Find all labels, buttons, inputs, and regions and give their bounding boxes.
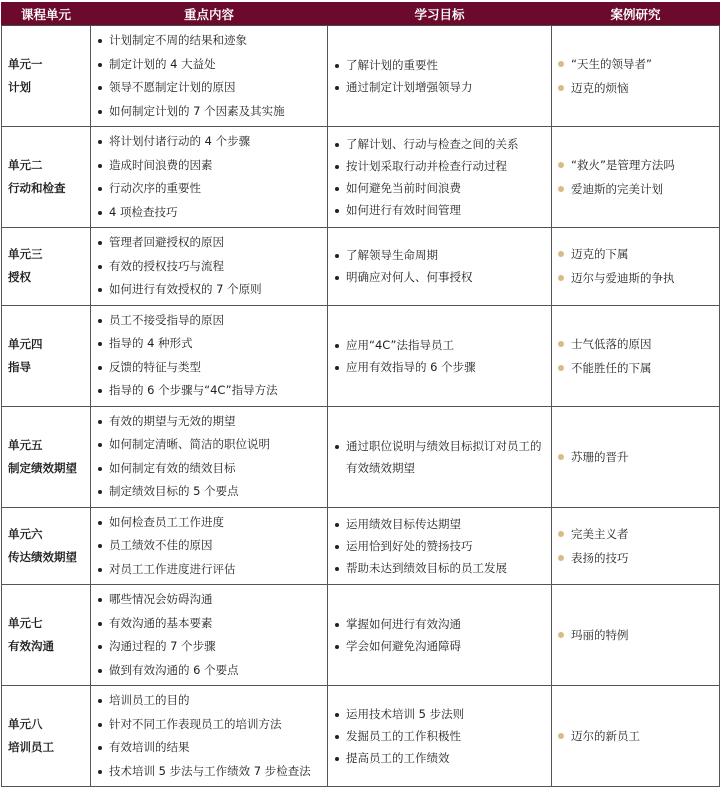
content-item	[97, 713, 327, 737]
unit-cell	[2, 406, 91, 507]
header-goal: 学习目标	[328, 3, 552, 26]
bullet-icon	[98, 319, 102, 323]
goal-cell	[328, 228, 552, 306]
table-row	[2, 507, 720, 585]
goal-cell-list	[328, 510, 551, 582]
bullet-icon	[98, 110, 102, 114]
goal-item	[334, 266, 551, 288]
case-bullet-icon	[558, 454, 564, 460]
content-item	[97, 410, 327, 434]
content-cell	[91, 127, 328, 228]
unit-title: 传达绩效期望	[8, 549, 77, 564]
goal-cell-list	[328, 700, 551, 772]
content-item-text: 哪些情况会妨碍沟通	[109, 592, 213, 606]
content-item	[97, 558, 327, 582]
unit-cell	[2, 585, 91, 686]
case-bullet-icon	[558, 531, 564, 537]
goal-cell	[328, 26, 552, 127]
unit-number: 单元一	[8, 57, 43, 71]
bullet-icon	[98, 86, 102, 90]
case-item	[556, 724, 719, 748]
content-cell-list	[91, 26, 327, 126]
case-bullet-icon	[558, 162, 564, 168]
goal-cell-list	[328, 241, 551, 291]
case-item	[556, 242, 719, 266]
case-item	[556, 153, 719, 177]
content-cell-list	[91, 407, 327, 507]
case-cell	[552, 406, 720, 507]
case-item	[556, 623, 719, 647]
content-item	[97, 130, 327, 154]
case-cell-list	[552, 239, 719, 293]
goal-item	[334, 76, 551, 98]
content-cell-list	[91, 306, 327, 406]
case-bullet-icon	[558, 251, 564, 257]
goal-item-text: 学会如何避免沟通障碍	[346, 639, 461, 653]
goal-item	[334, 244, 551, 266]
unit-title: 行动和检查	[8, 181, 66, 195]
table-row	[2, 406, 720, 507]
goal-item	[334, 199, 551, 221]
goal-item	[334, 747, 551, 769]
goal-item-text: 了解领导生命周期	[346, 248, 438, 263]
case-item-text: 迈克的下属	[571, 247, 629, 262]
goal-item-text: 了解计划、行动与检查之间的关系	[346, 137, 519, 151]
table-row	[2, 305, 720, 406]
table-body	[2, 26, 720, 787]
bullet-icon	[98, 622, 102, 626]
goal-item-text: 通过职位说明与绩效目标拟订对员工的有效绩效期望	[346, 438, 542, 475]
goal-cell-list	[328, 432, 551, 482]
unit-number: 单元四	[8, 336, 43, 351]
unit-cell	[2, 26, 91, 127]
goal-item	[334, 155, 551, 177]
content-cell	[91, 507, 328, 585]
unit-cell	[2, 228, 91, 306]
bullet-icon	[335, 64, 339, 68]
course-table	[1, 2, 720, 787]
case-item-text: 苏珊的晋升	[571, 449, 629, 464]
bullet-icon	[98, 490, 102, 494]
case-bullet-icon	[558, 85, 564, 91]
content-item	[97, 588, 327, 612]
case-cell	[552, 686, 720, 787]
case-bullet-icon	[558, 733, 564, 739]
case-item	[556, 356, 719, 380]
case-item-text: 迈尔与爱迪斯的争执	[571, 271, 675, 286]
case-cell	[552, 507, 720, 585]
bullet-icon	[335, 86, 339, 90]
goal-item-text: 应用有效指导的 6 个步骤	[346, 359, 476, 374]
content-item	[97, 76, 327, 100]
content-cell	[91, 406, 328, 507]
case-cell	[552, 585, 720, 686]
content-cell-list	[91, 228, 327, 305]
case-item-text: 迈克的烦恼	[571, 81, 629, 95]
content-item-text: 制定绩效目标的 5 个要点	[109, 484, 239, 498]
content-item-text: 如何制定计划的 7 个因素及其实施	[109, 103, 285, 118]
case-bullet-icon	[558, 275, 564, 281]
case-item-text: “天生的领导者”	[571, 57, 652, 71]
content-item	[97, 635, 327, 659]
goal-item-text: 按计划采取行动并检查行动过程	[346, 159, 507, 173]
goal-cell-list	[328, 331, 551, 381]
goal-item	[334, 334, 551, 356]
content-item	[97, 457, 327, 481]
case-item	[556, 76, 719, 100]
bullet-icon	[335, 567, 339, 571]
case-item	[556, 266, 719, 290]
content-item	[97, 659, 327, 683]
unit-title: 指导	[8, 359, 31, 374]
case-item	[556, 445, 719, 469]
content-cell	[91, 585, 328, 686]
bullet-icon	[98, 389, 102, 393]
content-item-text: 针对不同工作表现员工的培训方法	[109, 716, 282, 731]
content-item-text: 计划制定不周的结果和迹象	[109, 33, 247, 47]
content-item	[97, 534, 327, 558]
goal-item-text: 如何避免当前时间浪费	[346, 181, 461, 195]
bullet-icon	[98, 366, 102, 370]
case-cell-list	[552, 49, 719, 103]
content-item-text: 管理者回避授权的原因	[109, 235, 224, 249]
unit-number: 单元八	[8, 717, 43, 731]
content-item-text: 员工不接受指导的原因	[109, 312, 224, 327]
goal-cell-list	[328, 610, 551, 660]
unit-number: 单元二	[8, 158, 43, 172]
goal-item-text: 了解计划的重要性	[346, 58, 438, 72]
bullet-icon	[335, 254, 339, 258]
bullet-icon	[335, 209, 339, 213]
content-item-text: 有效的期望与无效的期望	[109, 413, 236, 428]
bullet-icon	[335, 165, 339, 169]
content-item-text: 如何进行有效授权的 7 个原则	[109, 282, 262, 296]
goal-item	[334, 133, 551, 155]
bullet-icon	[98, 342, 102, 346]
content-item-text: 4 项检查技巧	[109, 204, 178, 219]
goal-cell	[328, 686, 552, 787]
bullet-icon	[98, 467, 102, 471]
table-row	[2, 26, 720, 127]
goal-item-text: 应用“4C”法指导员工	[346, 337, 454, 352]
content-item	[97, 177, 327, 201]
header-case: 案例研究	[552, 3, 720, 26]
goal-cell	[328, 406, 552, 507]
content-item	[97, 332, 327, 356]
goal-cell	[328, 127, 552, 228]
content-item-text: 有效沟通的基本要素	[109, 615, 213, 630]
content-item-text: 将计划付诸行动的 4 个步骤	[109, 134, 251, 148]
case-bullet-icon	[558, 555, 564, 561]
unit-cell	[2, 305, 91, 406]
case-cell	[552, 26, 720, 127]
table-row	[2, 686, 720, 787]
case-item-text: “救火”是管理方法吗	[571, 158, 675, 172]
bullet-icon	[98, 211, 102, 215]
content-item	[97, 231, 327, 255]
content-item-text: 做到有效沟通的 6 个要点	[109, 662, 239, 677]
content-item-text: 反馈的特征与类型	[109, 359, 201, 374]
case-bullet-icon	[558, 341, 564, 347]
content-item	[97, 689, 327, 713]
content-item	[97, 309, 327, 333]
content-cell-list	[91, 585, 327, 685]
case-item-text: 完美主义者	[571, 526, 629, 541]
unit-number: 单元五	[8, 437, 43, 452]
bullet-icon	[335, 523, 339, 527]
content-item-text: 技术培训 5 步法与工作绩效 7 步检查法	[109, 763, 311, 778]
case-bullet-icon	[558, 365, 564, 371]
bullet-icon	[98, 544, 102, 548]
case-cell-list	[552, 620, 719, 650]
goal-item	[334, 613, 551, 635]
bullet-icon	[98, 187, 102, 191]
content-cell	[91, 26, 328, 127]
bullet-icon	[335, 366, 339, 370]
content-item	[97, 201, 327, 225]
bullet-icon	[98, 699, 102, 703]
case-item-text: 表扬的技巧	[571, 550, 629, 565]
goal-item-text: 提高员工的工作绩效	[346, 751, 450, 765]
bullet-icon	[98, 770, 102, 774]
bullet-icon	[335, 445, 339, 449]
goal-item	[334, 725, 551, 747]
content-item	[97, 511, 327, 535]
bullet-icon	[335, 276, 339, 280]
bullet-icon	[98, 241, 102, 245]
content-item-text: 员工绩效不佳的原因	[109, 538, 213, 552]
goal-item-text: 运用技术培训 5 步法则	[346, 707, 465, 721]
bullet-icon	[98, 669, 102, 673]
goal-item	[334, 177, 551, 199]
case-cell	[552, 127, 720, 228]
content-item-text: 指导的 4 种形式	[109, 336, 193, 350]
content-item-text: 领导不愿制定计划的原因	[109, 80, 236, 94]
bullet-icon	[335, 187, 339, 191]
unit-title: 计划	[8, 80, 31, 94]
bullet-icon	[98, 723, 102, 727]
content-item	[97, 29, 327, 53]
content-item	[97, 278, 327, 302]
case-cell-list	[552, 519, 719, 573]
content-item-text: 有效的授权技巧与流程	[109, 258, 224, 273]
goal-cell	[328, 305, 552, 406]
content-cell	[91, 228, 328, 306]
case-bullet-icon	[558, 186, 564, 192]
header-content: 重点内容	[91, 3, 328, 26]
goal-item	[334, 54, 551, 76]
content-item	[97, 480, 327, 504]
goal-cell	[328, 507, 552, 585]
bullet-icon	[98, 140, 102, 144]
case-item-text: 迈尔的新员工	[571, 729, 640, 743]
goal-item-text: 明确应对何人、何事授权	[346, 270, 473, 285]
goal-item-text: 如何进行有效时间管理	[346, 203, 461, 217]
goal-item	[334, 703, 551, 725]
unit-cell	[2, 507, 91, 585]
goal-item-text: 运用恰到好处的赞扬技巧	[346, 538, 473, 553]
goal-item-text: 发掘员工的工作积极性	[346, 729, 461, 743]
case-cell-list	[552, 442, 719, 472]
content-item-text: 有效培训的结果	[109, 740, 190, 754]
bullet-icon	[98, 164, 102, 168]
bullet-icon	[98, 645, 102, 649]
table-row	[2, 585, 720, 686]
bullet-icon	[98, 265, 102, 269]
case-cell	[552, 228, 720, 306]
case-item-text: 不能胜任的下属	[571, 360, 652, 375]
content-item	[97, 379, 327, 403]
case-cell-list	[552, 721, 719, 751]
content-cell-list	[91, 127, 327, 227]
goal-item	[334, 557, 551, 579]
bullet-icon	[98, 420, 102, 424]
header-unit: 课程单元	[2, 3, 91, 26]
unit-title: 制定绩效期望	[8, 460, 77, 475]
content-item-text: 制定计划的 4 大益处	[109, 56, 216, 71]
content-cell	[91, 305, 328, 406]
content-cell-list	[91, 508, 327, 585]
bullet-icon	[335, 713, 339, 717]
content-cell-list	[91, 686, 327, 786]
goal-item	[334, 635, 551, 657]
case-item-text: 士气低落的原因	[571, 336, 652, 351]
content-item	[97, 433, 327, 457]
content-item	[97, 356, 327, 380]
bullet-icon	[335, 645, 339, 649]
unit-number: 单元三	[8, 247, 43, 262]
content-item-text: 沟通过程的 7 个步骤	[109, 639, 216, 653]
bullet-icon	[98, 746, 102, 750]
content-item	[97, 255, 327, 279]
case-item-text: 玛丽的特例	[571, 628, 629, 642]
goal-item	[334, 435, 551, 479]
table-row	[2, 228, 720, 306]
case-item	[556, 177, 719, 201]
bullet-icon	[335, 545, 339, 549]
goal-item-text: 帮助未达到绩效目标的员工发展	[346, 560, 507, 575]
content-item	[97, 736, 327, 760]
unit-number: 单元七	[8, 616, 43, 630]
goal-item-text: 掌握如何进行有效沟通	[346, 617, 461, 631]
bullet-icon	[98, 39, 102, 43]
goal-item	[334, 356, 551, 378]
goal-cell-list	[328, 51, 551, 101]
table-row	[2, 127, 720, 228]
goal-item-text: 运用绩效目标传达期望	[346, 516, 461, 531]
case-item	[556, 52, 719, 76]
case-bullet-icon	[558, 632, 564, 638]
bullet-icon	[98, 521, 102, 525]
bullet-icon	[335, 143, 339, 147]
content-item	[97, 53, 327, 77]
content-item-text: 指导的 6 个步骤与“4C”指导方法	[109, 383, 278, 397]
case-item	[556, 522, 719, 546]
goal-item-text: 通过制定计划增强领导力	[346, 80, 473, 94]
case-cell-list	[552, 150, 719, 204]
unit-cell	[2, 686, 91, 787]
goal-item	[334, 513, 551, 535]
content-item	[97, 760, 327, 784]
content-item-text: 如何检查员工工作进度	[109, 514, 224, 529]
content-item-text: 如何制定有效的绩效目标	[109, 460, 236, 475]
bullet-icon	[98, 443, 102, 447]
unit-title: 授权	[8, 270, 31, 285]
case-bullet-icon	[558, 61, 564, 67]
unit-number: 单元六	[8, 526, 43, 541]
unit-title: 培训员工	[8, 740, 54, 754]
case-cell	[552, 305, 720, 406]
content-cell	[91, 686, 328, 787]
bullet-icon	[335, 623, 339, 627]
unit-cell	[2, 127, 91, 228]
content-item	[97, 154, 327, 178]
case-cell-list	[552, 329, 719, 383]
content-item	[97, 100, 327, 124]
content-item	[97, 612, 327, 636]
content-item-text: 培训员工的目的	[109, 693, 190, 707]
bullet-icon	[98, 63, 102, 67]
case-item-text: 爱迪斯的完美计划	[571, 182, 663, 196]
header-row	[2, 3, 720, 26]
content-item-text: 行动次序的重要性	[109, 181, 201, 195]
bullet-icon	[98, 598, 102, 602]
content-item-text: 对员工工作进度进行评估	[109, 561, 236, 576]
goal-cell-list	[328, 130, 551, 224]
content-item-text: 如何制定清晰、简洁的职位说明	[109, 437, 270, 451]
case-item	[556, 546, 719, 570]
bullet-icon	[335, 735, 339, 739]
content-item-text: 造成时间浪费的因素	[109, 157, 213, 172]
case-item	[556, 332, 719, 356]
bullet-icon	[335, 344, 339, 348]
goal-cell	[328, 585, 552, 686]
unit-title: 有效沟通	[8, 639, 54, 653]
goal-item	[334, 535, 551, 557]
bullet-icon	[98, 568, 102, 572]
bullet-icon	[335, 757, 339, 761]
bullet-icon	[98, 288, 102, 292]
